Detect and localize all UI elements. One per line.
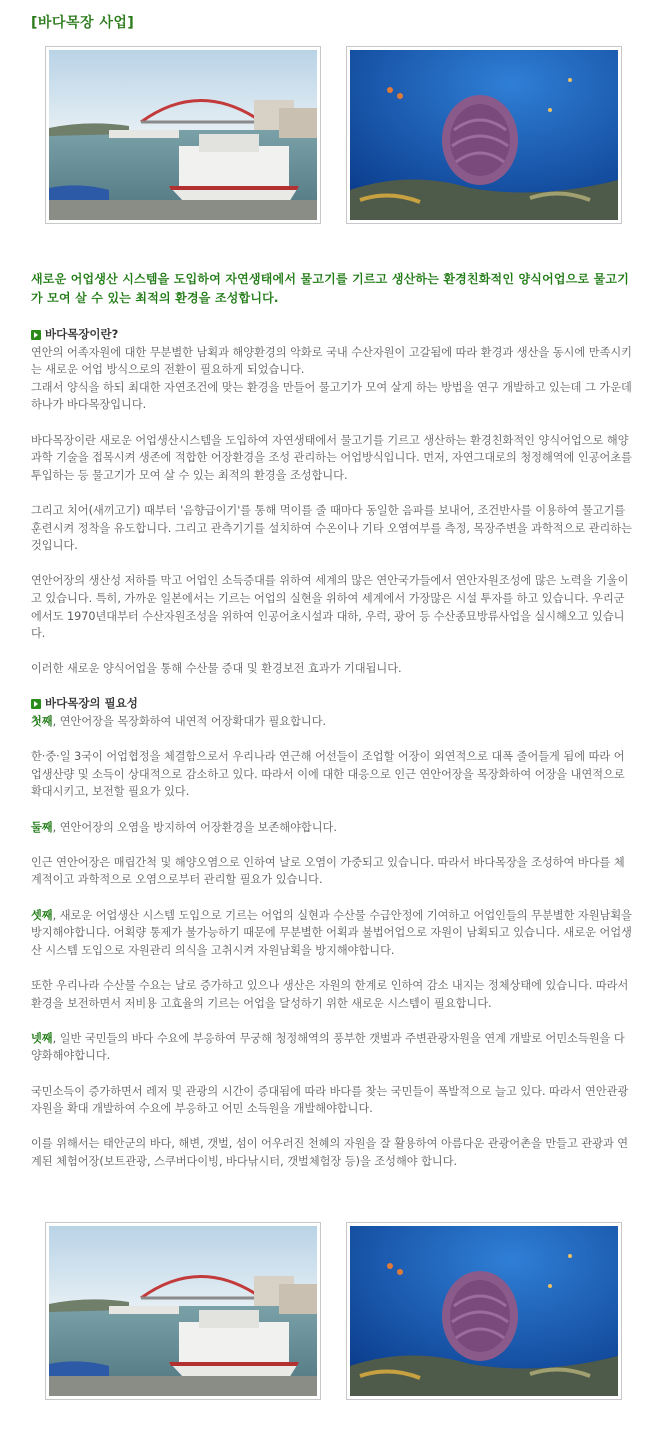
section-heading-necessity: 바다목장의 필요성: [31, 695, 635, 713]
reason-fourth: 넷째, 일반 국민들의 바다 수요에 부응하여 무궁해 청정해역의 풍부한 갯벌과 주변관광자원을 연계 개발로 어민소득원을 다양화해야합니다.: [31, 1031, 625, 1063]
paragraph: 이를 위해서는 태안군의 바다, 해변, 갯벌, 섬이 어우러진 천혜의 자원을 잘 활용하여 아름다운 관광어촌을 만들고 관광과 연계된 체험어장(보트관광, 스쿠버다이빙, 바다낚시터, 갯벌체험장 등)을 조성해야 합니다.: [31, 1137, 629, 1168]
paragraph: 바다목장이란 새로운 어업생산시스템을 도입하여 자연생태에서 물고기를 기르고 생산하는 환경친화적인 양식어업으로 해양과학 기술을 접목시켜 생존에 적합한 어장환경을 조성 관리하는 어업방식입니다. 먼저, 자연그대로의 청정해역에 인공어초를 투입하는 등 물고기가 모여 살 수 있는 최적의 환경을 조성합니다.: [31, 433, 632, 482]
underwater-sponge-image: [350, 50, 618, 220]
paragraph: 또한 우리나라 수산물 수요는 날로 증가하고 있으나 생산은 자원의 한계로 인하여 감소 내지는 정체상태에 있습니다. 따라서 환경을 보전하면서 저비용 고효율의 기르는 어업을 달성하기 위한 새로운 시스템이 필요합니다.: [31, 978, 629, 1010]
bottom-photo-row: [44, 1222, 620, 1400]
page-title: [바다목장 사업]: [31, 15, 135, 31]
harbor-photo: [45, 1222, 321, 1400]
paragraph: 인근 연안어장은 매립간척 및 해양오염으로 인하여 날로 오염이 가중되고 있습니다. 따라서 바다목장을 조성하여 바다를 체계적이고 과학적으로 오염으로부터 관리할 필요가 있습니다.: [31, 855, 625, 887]
lead-statement: 새로운 어업생산 시스템을 도입하여 자연생태에서 물고기를 기르고 생산하는 환경친화적인 양식어업으로 물고기가 모여 살 수 있는 최적의 환경을 조성합니다.: [31, 272, 630, 305]
underwater-sponge-image: [350, 1226, 618, 1396]
paragraph: 그래서 양식을 하되 최대한 자연조건에 맞는 환경을 만들어 물고기가 모여 살게 하는 방법을 연구 개발하고 있는데 그 가운데 하나가 바다목장입니다.: [31, 380, 632, 412]
top-photo-row: [44, 46, 620, 224]
paragraph: 그리고 치어(새끼고기) 때부터 '음향급이기'를 통해 먹이를 줄 때마다 동일한 음파를 보내어, 조건반사를 이용하여 물고기를 훈련시켜 정착을 유도합니다. 그리고 관측기기를 설치하여 수온이나 기타 오염여부를 측정, 목장주변을 과학적으로 관리하는 것입니다.: [31, 503, 632, 553]
arrow-bullet-icon: [31, 330, 41, 340]
underwater-photo: [346, 1222, 622, 1400]
arrow-bullet-icon: [31, 699, 41, 709]
reason-third: 셋째, 새로운 어업생산 시스템 도입으로 기르는 어업의 실현과 수산물 수급안정에 기여하고 어업인들의 무분별한 자원남획을 방지해야합니다. 어획량 통제가 불가능하기 때문에 무분별한 어획과 불법어업으로 자원이 남획되고 있습니다. 새로운 어업생산 시스템 도입으로 자원관리 의식을 고취시켜 자원남획을 방지해야합니다.: [31, 908, 632, 957]
harbor-photo: [45, 46, 321, 224]
paragraph: 국민소득이 증가하면서 레저 및 관광의 시간이 증대됨에 따라 바다를 찾는 국민들이 폭발적으로 늘고 있다. 따라서 연안관광자원을 확대 개발하여 수요에 부응하고 어민 소득원을 개발해야합니다.: [31, 1084, 629, 1116]
harbor-image: [49, 50, 317, 220]
paragraph: 한·중·일 3국이 어업협정을 체결함으로서 우리나라 연근해 어선들이 조업할 어장이 외연적으로 대폭 줄어들게 됨에 따라 어업생산량 및 소득이 상대적으로 감소하고 있다. 따라서 이에 대한 대응으로 인근 연안어장을 목장화하여 어장을 내연적으로 확대시키고, 보전할 필요가 있다.: [31, 750, 625, 799]
main-content: [31, 326, 635, 1188]
reason-first: 첫째, 연안어장을 목장화하여 내연적 어장확대가 필요합니다.: [31, 715, 327, 729]
underwater-photo: [346, 46, 622, 224]
reason-second: 둘째, 연안어장의 오염을 방지하여 어장환경을 보존해야합니다.: [31, 820, 337, 834]
paragraph: 이러한 새로운 양식어업을 통해 수산물 증대 및 환경보전 효과가 기대됩니다.: [31, 662, 402, 676]
section-heading-what-is: 바다목장이란?: [31, 326, 635, 344]
paragraph: 연안어장의 생산성 저하를 막고 어업인 소득증대를 위하여 세계의 많은 연안국가들에서 연안자원조성에 많은 노력을 기울이고 있습니다. 특히, 가까운 일본에서는 기르는 어업의 실현을 위하여 세계에서 가장많은 시설 투자를 하고 있습니다. 우리군에서도 1970년대부터 수산자원조성을 위하여 인공어초시설과 대하, 우럭, 광어 등 수산종묘방류사업을 실시해오고 있습니다.: [31, 574, 629, 641]
harbor-image: [49, 1226, 317, 1396]
paragraph: 연안의 어족자원에 대한 무분별한 남획과 해양환경의 악화로 국내 수산자원이 고갈됨에 따라 환경과 생산을 동시에 만족시키는 새로운 어업 방식으로의 전환이 필요하게 되었습니다.: [31, 345, 632, 377]
